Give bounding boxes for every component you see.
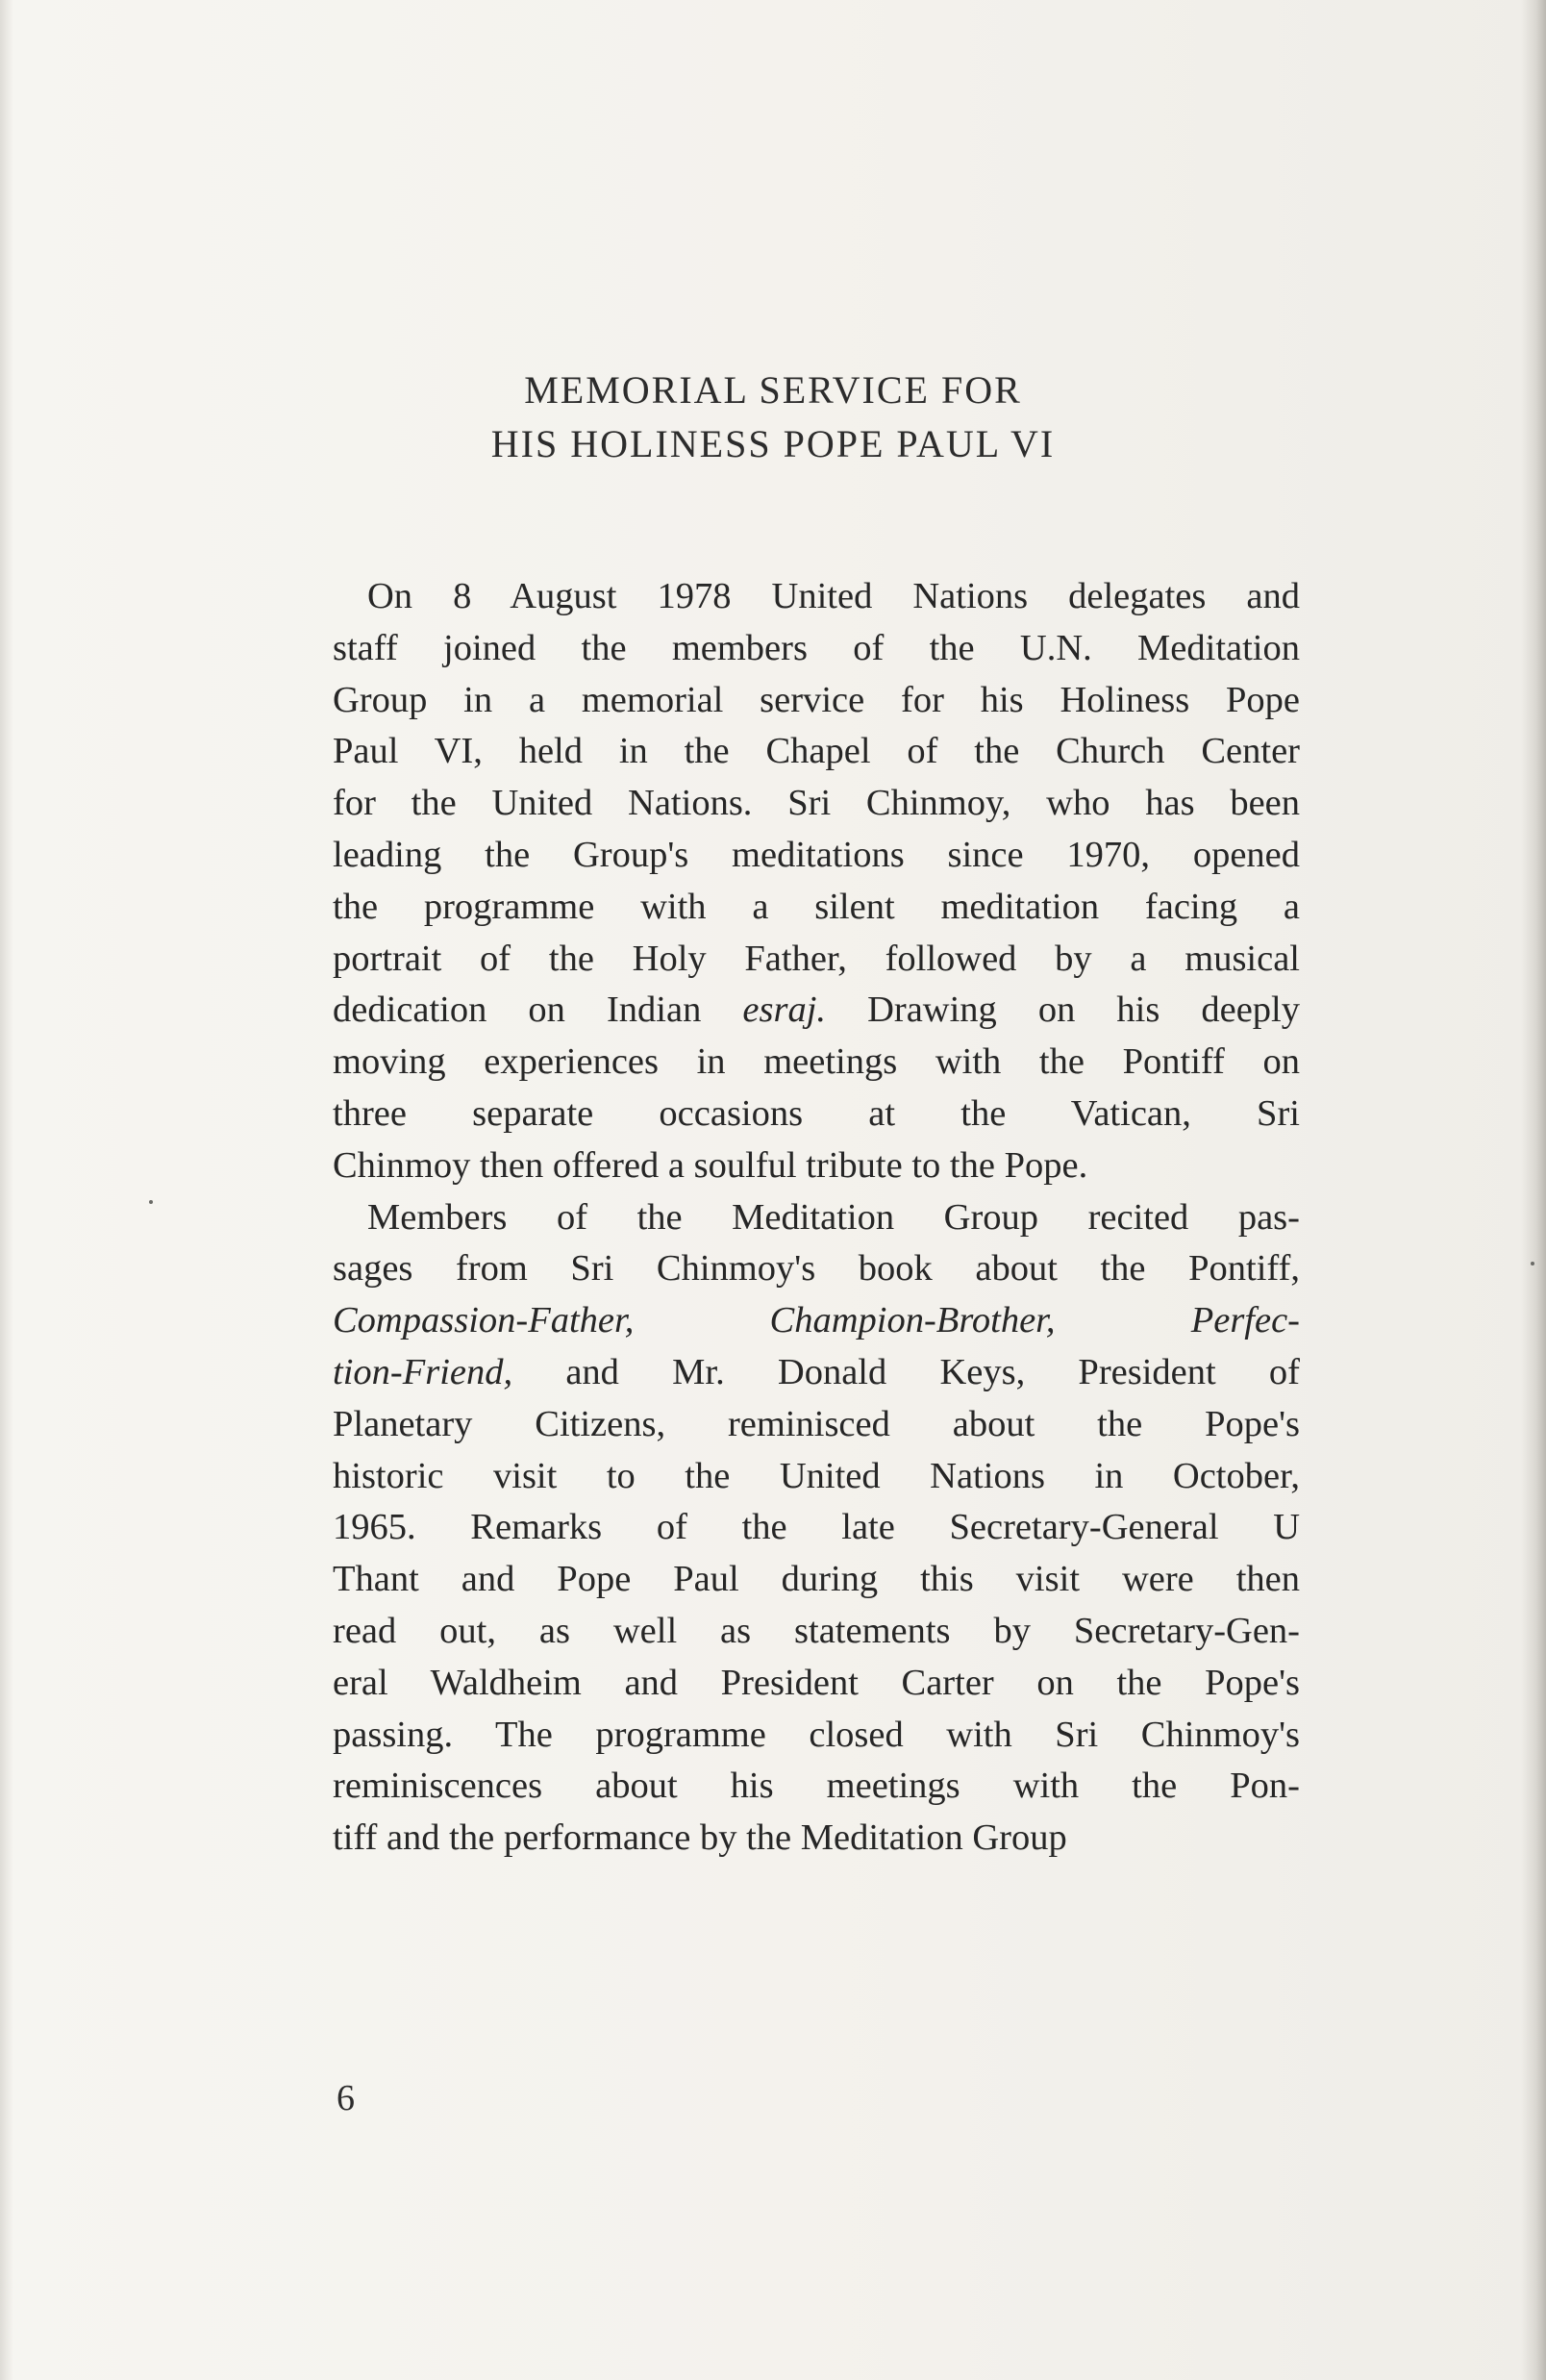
text-line: tiff and the performance by the Meditation Group	[333, 1817, 1067, 1859]
text-line: historic visit to the United Nations in October,	[333, 1455, 1300, 1496]
italic-text-span: tion-Friend,	[333, 1351, 513, 1392]
text-span: and Mr. Donald Keys, President of	[512, 1351, 1300, 1392]
text-line: moving experiences in meetings with the Pontiff on	[333, 1041, 1300, 1083]
text-line: On 8 August 1978 United Nations delegates and	[367, 576, 1300, 616]
text-line: Paul VI, held in the Chapel of the Church Center	[333, 731, 1300, 772]
paper-speck	[1531, 1262, 1534, 1265]
text-line: sages from Sri Chinmoy's book about the Pontiff,	[333, 1248, 1300, 1290]
text-line: three separate occasions at the Vatican, Sri	[333, 1092, 1300, 1134]
text-line: for the United Nations. Sri Chinmoy, who has been	[333, 783, 1300, 824]
text-span: dedication on Indian	[333, 990, 743, 1031]
page-title	[0, 363, 1546, 471]
text-line: staff joined the members of the U.N. Meditation	[333, 627, 1300, 668]
text-line: 1965. Remarks of the late Secretary-General U	[333, 1507, 1300, 1548]
text-line: Group in a memorial service for his Holiness Pope	[333, 679, 1300, 720]
title-line-1: MEMORIAL SERVICE FOR	[524, 368, 1022, 412]
text-line: Planetary Citizens, reminisced about the Pope's	[333, 1403, 1300, 1444]
text-line: Thant and Pope Paul during this visit were then	[333, 1559, 1300, 1600]
body-text	[333, 571, 1300, 1865]
paper-speck	[149, 1200, 153, 1204]
text-line: portrait of the Holy Father, followed by a musical	[333, 938, 1300, 979]
text-line: Chinmoy then offered a soulful tribute to the Pope.	[333, 1144, 1088, 1186]
page-number: 6	[337, 2078, 355, 2118]
italic-text-span: Compassion-Father, Champion-Brother, Perfec-	[333, 1300, 1300, 1341]
text-line	[333, 1347, 1300, 1399]
text-line: the programme with a silent meditation facing a	[333, 886, 1300, 927]
text-line: read out, as well as statements by Secretary-Gen-	[333, 1610, 1300, 1651]
text-line: passing. The programme closed with Sri Chinmoy's	[333, 1714, 1300, 1755]
paragraph-1	[333, 571, 1300, 1192]
text-line: eral Waldheim and President Carter on the Pope's	[333, 1662, 1300, 1703]
title-line-2: HIS HOLINESS POPE PAUL VI	[490, 422, 1056, 465]
text-line	[333, 985, 1300, 1037]
text-line: leading the Group's meditations since 1970, opened	[333, 834, 1300, 875]
paragraph-2	[333, 1192, 1300, 1865]
text-span: Drawing on his deeply	[826, 990, 1301, 1031]
page-right-edge-shadow	[1521, 0, 1546, 2380]
text-line	[333, 1295, 1300, 1347]
text-line: reminiscences about his meetings with the Pon-	[333, 1766, 1300, 1807]
italic-text-span: esraj.	[742, 990, 827, 1031]
page-left-edge-shadow	[0, 0, 13, 2380]
text-line: Members of the Meditation Group recited pas-	[367, 1196, 1300, 1238]
